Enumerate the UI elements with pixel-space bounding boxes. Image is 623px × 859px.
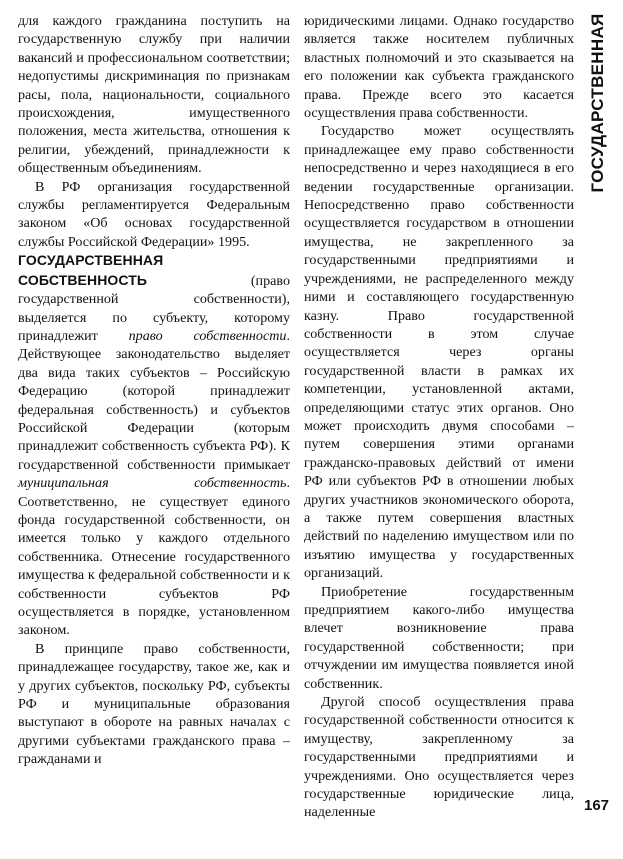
left-column [18,12,290,769]
paragraph-civil-service-access: для каждого гражданина поступить на государственную службу при наличии вакансий и профессиональном соответствии; недопустимы дискриминация по признакам расы, пола, национальности, социального происхождения, имущественного положения, места жительства, отношения к религии, убеждений, принадлежности к общественным объединениям. [18,13,290,177]
entry-text-a: (право государственной собственности), выделяется по субъекту, которому принадлежит [18,272,290,344]
running-head [580,8,616,198]
entry-text-c: . Соответственно, не существует единого фонда государственной собственности, он имеется только у каждого отдельного собственника. Отнесение государственного имущества к федеральной собственности и к собственности субъектов РФ осуществляется в порядке, установленном законом. [18,475,290,639]
cross-reference-municipal-property: муниципальная собственность [18,475,287,492]
page-number: 167 [584,797,610,814]
paragraph-other-method: Другой способ осуществления права государственной собственности относится к имуществу, закрепленному за государственными предприятиями и учреждениями. Оно осуществляется через государственные юридические лица, наделенные [304,694,574,821]
paragraph-public-powers: юридическими лицами. Однако государство является также носителем публичных властных полномочий и это сказывается на его положении как субъекта гражданского права. Прежде всего это касается осуществления права собственности. [304,13,574,122]
cross-reference-property-right: право собственности [128,327,287,344]
right-column [304,12,574,822]
entry-state-property [18,251,290,640]
entry-term: ГОСУДАРСТВЕННАЯ СОБСТВЕННОСТЬ [18,252,164,288]
running-head-text: ГОСУДАРСТВЕННАЯ [588,13,607,193]
paragraph-direct-exercise: Государство может осуществлять принадлежащее ему право собственности непосредственно и через находящиеся в его ведении государственные организации. Непосредственно право собственности осуществляется государством в отношении имущества, не закрепленного за государственными предприятиями и учреждениями, не распределенного между ними и составляющего государственную казну. Право государственной собственности в этом случае осуществляется через органы государственной власти в рамках их компетенции, установленной актами, определяющими статус этих органов. Оно может происходить двумя способами – путем совершения этими органами гражданско-правовых действий от имени РФ или субъектов РФ в отношении любых других участников экономического оборота, а также путем совершения властных действий по наделению имуществом или по изъятию имущества у государственных организаций. [304,123,574,582]
paragraph-acquisition: Приобретение государственным предприятием какого-либо имущества влечет возникновение права государственной собственности; при отчуждении им имущества появляется иной собственник. [304,583,574,692]
paragraph-civil-service-law: В РФ организация государственной службы регламентируется Федеральным законом «Об основах государственной службы Российской Федерации» 1995. [18,178,290,250]
entry-text-b: . Действующее законодательство выделяет два вида таких субъектов – Российскую Федерацию (которой принадлежит федеральная собственность) и субъектов Российской Федерации (которым принадлежит собственность субъекта РФ). К государственной собственности примыкает [18,327,290,473]
paragraph-equal-status: В принципе право собственности, принадлежащее государству, такое же, как и у других субъектов, поскольку РФ, субъекты РФ и муниципальные образования выступают в обороте на равных началах с другими субъектами гражданского права – гражданами и [18,640,290,768]
